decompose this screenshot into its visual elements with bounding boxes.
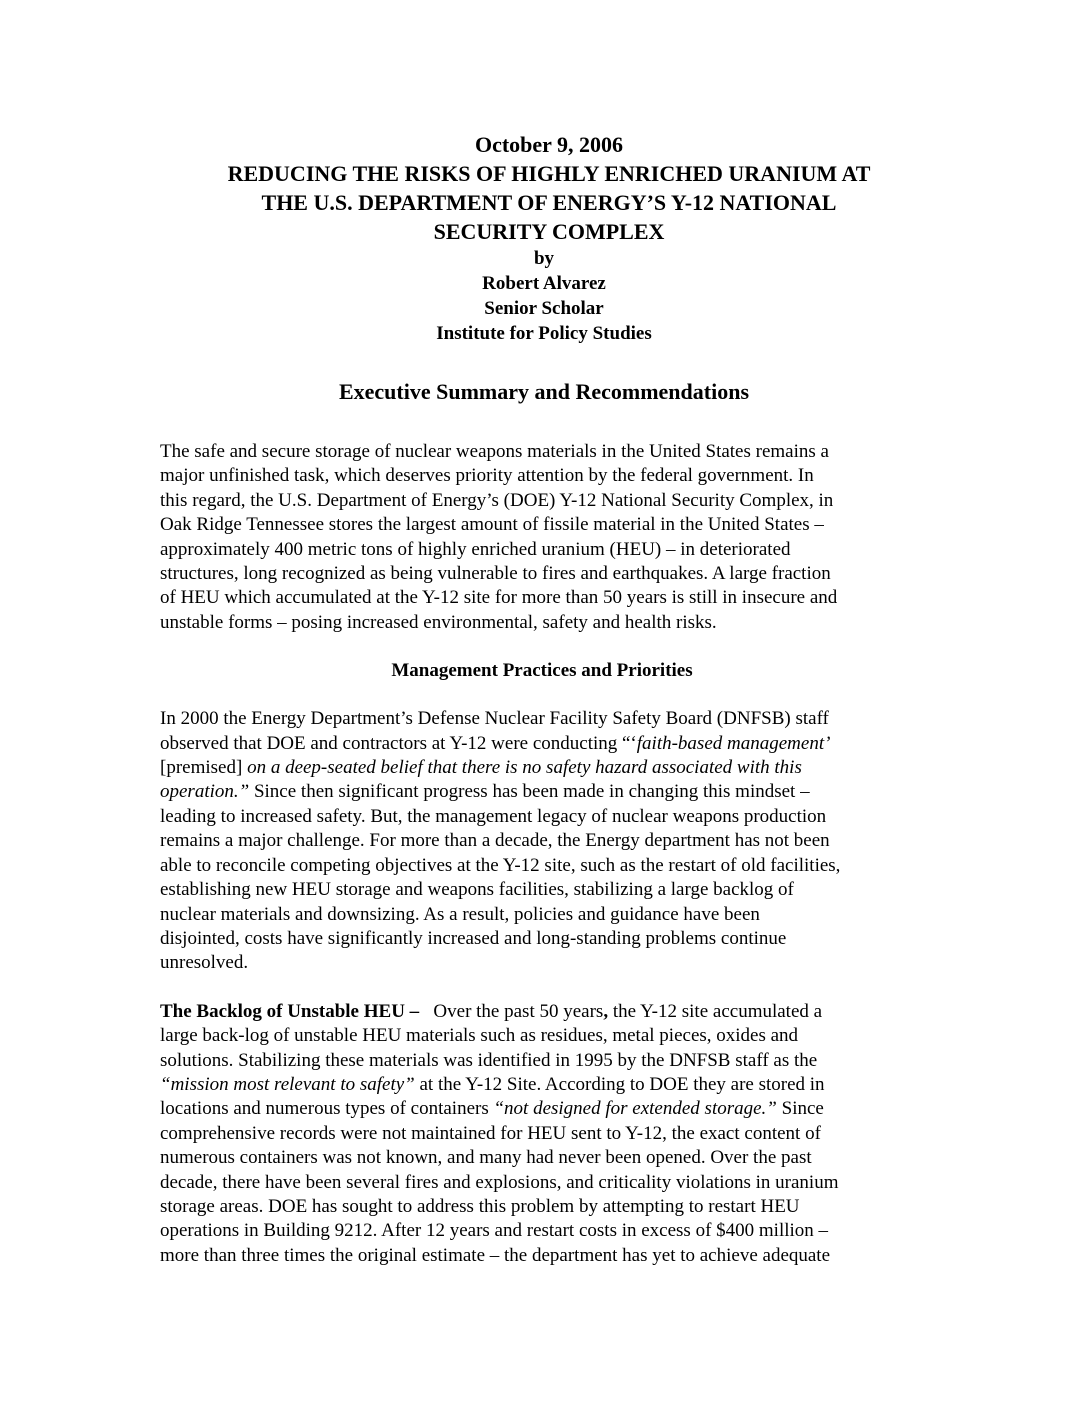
paragraph-line: nuclear materials and downsizing. As a result, policies and guidance have been — [160, 903, 760, 925]
author-institution: Institute for Policy Studies — [436, 323, 652, 344]
paragraph-line: major unfinished task, which deserves priority attention by the federal government. In — [160, 465, 814, 487]
italic-quote: “mission most relevant to safety” — [160, 1073, 415, 1095]
paragraph-line: solutions. Stabilizing these materials was identified in 1995 by the DNFSB staff as the — [160, 1049, 818, 1071]
paragraph-line — [160, 1000, 938, 1024]
paragraph-line: Oak Ridge Tennessee stores the largest amount of fissile material in the United States – — [160, 514, 824, 536]
executive-summary-heading: Executive Summary and Recommendations — [338, 379, 750, 404]
title-line-1: REDUCING THE RISKS OF HIGHLY ENRICHED URANIUM AT — [227, 161, 871, 186]
bold-comma: , — [603, 1000, 609, 1022]
document-date: October 9, 2006 — [474, 132, 624, 157]
author-name: Robert Alvarez — [482, 273, 606, 294]
paragraph-text: locations and numerous types of containers — [160, 1098, 494, 1120]
title-line-3: SECURITY COMPLEX — [433, 219, 665, 244]
paragraph-text: Since — [776, 1098, 824, 1120]
paragraph-text: Over the past 50 years — [419, 1000, 604, 1022]
paragraph-line — [160, 756, 938, 780]
backlog-paragraph — [160, 1000, 938, 1268]
paragraph-text: at the Y-12 Site. According to DOE they are stored in — [414, 1073, 825, 1095]
paragraph-line: disjointed, costs have significantly increased and long-standing problems continue — [160, 927, 787, 949]
paragraph-line: establishing new HEU storage and weapons facilities, stabilizing a large backlog of — [160, 879, 794, 901]
quote-lead: observed that DOE and contractors at Y-12 were conducting “‘ — [160, 732, 637, 754]
paragraph-line: unstable forms – posing increased environmental, safety and health risks. — [160, 611, 717, 633]
italic-quote: faith-based management’ — [636, 732, 831, 754]
paragraph-line: storage areas. DOE has sought to address this problem by attempting to restart HEU — [160, 1195, 800, 1217]
management-heading: Management Practices and Priorities — [391, 660, 693, 682]
intro-paragraph — [160, 440, 938, 635]
italic-quote: operation.” — [160, 781, 250, 803]
paragraph-line: comprehensive records were not maintained for HEU sent to Y-12, the exact content of — [160, 1122, 821, 1144]
paragraph-text: Since then significant progress has been made in changing this mindset – — [249, 781, 810, 803]
paragraph-line: large back-log of unstable HEU materials such as residues, metal pieces, oxides and — [160, 1025, 799, 1047]
paragraph-line: The safe and secure storage of nuclear weapons materials in the United States remains a — [160, 441, 829, 462]
bracket-text: [premised] — [160, 757, 248, 779]
paragraph-text: the Y-12 site accumulated a — [608, 1000, 823, 1022]
author-title: Senior Scholar — [484, 298, 604, 319]
backlog-heading: The Backlog of Unstable HEU – — [160, 1000, 420, 1022]
italic-quote: on a deep-seated belief that there is no safety hazard associated with this — [247, 757, 802, 779]
paragraph-line: this regard, the U.S. Department of Energy’s (DOE) Y-12 National Security Complex, in — [160, 489, 834, 511]
paragraph-line — [160, 1097, 938, 1121]
title-block — [130, 130, 968, 246]
paragraph-line — [160, 1073, 938, 1097]
paragraph-line: more than three times the original estimate – the department has yet to achieve adequate — [160, 1244, 831, 1266]
italic-quote: “not designed for extended storage.” — [493, 1098, 777, 1120]
paragraph-line: operations in Building 9212. After 12 years and restart costs in excess of $400 million – — [160, 1220, 829, 1242]
paragraph-line: able to reconcile competing objectives at the Y-12 site, such as the restart of old facilities, — [160, 854, 841, 876]
byline — [150, 246, 938, 346]
paragraph-line: numerous containers was not known, and many had never been opened. Over the past — [160, 1147, 812, 1169]
paragraph-line: approximately 400 metric tons of highly enriched uranium (HEU) – in deteriorated — [160, 538, 791, 560]
paragraph-line — [160, 780, 938, 804]
title-line-2: THE U.S. DEPARTMENT OF ENERGY’S Y-12 NATIONAL — [261, 190, 837, 215]
paragraph-line: leading to increased safety. But, the management legacy of nuclear weapons production — [160, 805, 827, 827]
management-paragraph — [160, 707, 938, 975]
paragraph-line: remains a major challenge. For more than a decade, the Energy department has not been — [160, 830, 830, 852]
paragraph-line: structures, long recognized as being vulnerable to fires and earthquakes. A large fraction — [160, 563, 831, 585]
paragraph-line: of HEU which accumulated at the Y-12 site for more than 50 years is still in insecure and — [160, 587, 838, 609]
paragraph-line — [160, 732, 938, 756]
by-label: by — [533, 248, 555, 269]
paragraph-line: In 2000 the Energy Department’s Defense Nuclear Facility Safety Board (DNFSB) staff — [160, 708, 829, 730]
paragraph-line: decade, there have been several fires and explosions, and criticality violations in uranium — [160, 1171, 839, 1193]
paragraph-line: unresolved. — [160, 952, 249, 974]
